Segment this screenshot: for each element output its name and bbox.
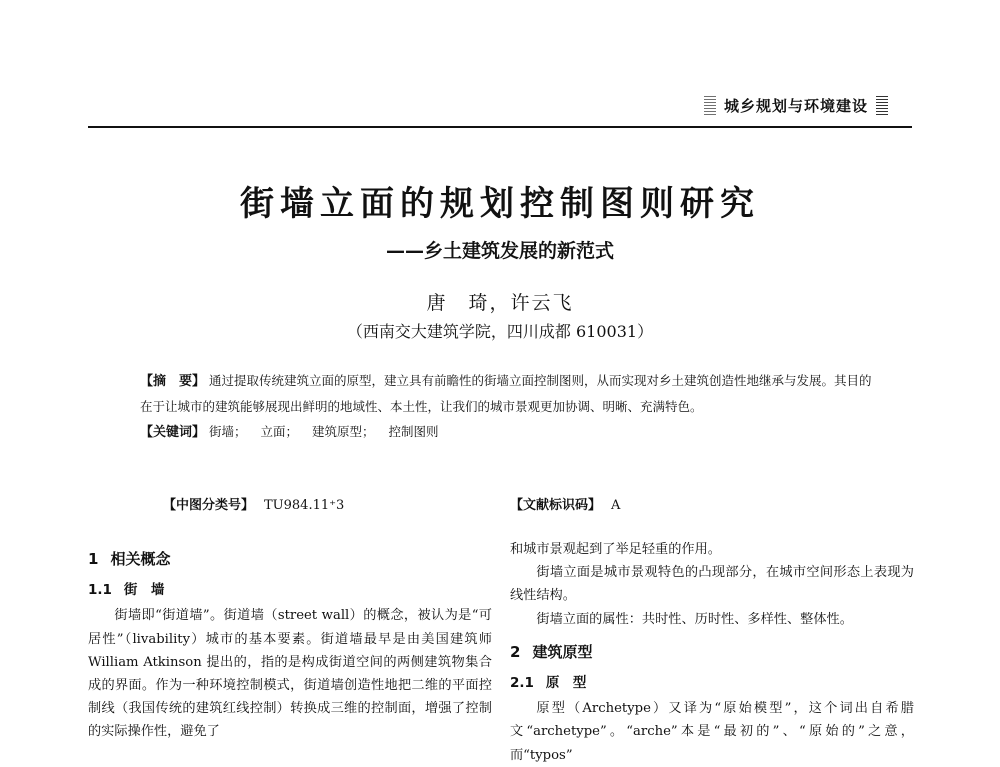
classification-label: 【中图分类号】 (163, 498, 255, 513)
document-code-label: 【文献标识码】 (510, 498, 602, 513)
section-number: 2 (510, 642, 521, 661)
classification-number (163, 494, 344, 513)
keywords-label: 【关键词】 (140, 425, 206, 440)
header-ornament-right-icon (876, 95, 888, 115)
abstract (140, 368, 880, 419)
subsection-title: 原 型 (545, 675, 587, 692)
keywords (140, 419, 880, 445)
subsection-title: 街 墙 (123, 582, 165, 599)
keyword: 街墙； (209, 424, 247, 439)
keyword: 控制图则 (388, 424, 439, 439)
affiliation: （西南交大建筑学院，四川成都 610031） (346, 322, 654, 341)
body-paragraph: 和城市景观起到了举足轻重的作用。 (510, 542, 721, 557)
keyword: 建筑原型； (312, 424, 375, 439)
body-column-left (88, 538, 492, 744)
body-paragraph: 街墙立面的属性：共时性、历时性、多样性、整体性。 (536, 611, 853, 627)
section-heading (88, 548, 492, 571)
section-title: 相关概念 (110, 550, 171, 568)
section-title: 建筑原型 (532, 642, 593, 661)
keyword: 立面； (260, 424, 299, 439)
abstract-label: 【摘 要】 (140, 374, 206, 389)
header-rule (88, 126, 912, 128)
header-ornament-left-icon (704, 95, 716, 115)
document-code-value: A (611, 498, 621, 513)
journal-section-label: 城乡规划与环境建设 (723, 97, 868, 115)
subsection-number: 2.1 (510, 675, 534, 692)
paper-title: 街墙立面的规划控制图则研究 (240, 184, 760, 224)
section-number: 1 (88, 550, 99, 568)
authors: 唐 琦，许云飞 (426, 292, 574, 314)
subsection-number: 1.1 (88, 582, 112, 599)
abstract-text: 通过提取传统建筑立面的原型，建立具有前瞻性的街墙立面控制图则，从而实现对乡土建筑创造性地继承与发展。其目的在于让城市的建筑能够展现出鲜明的地域性、本土性，让我们的城市景观更加协调、明晰、充满特色。 (140, 373, 872, 414)
body-paragraph: 原型（Archetype）又译为“原始模型”，这个词出自希腊文“archetype”。“arche”本是“最初的”、“原始的”之意，而“typos” (510, 701, 914, 763)
subsection-heading (88, 579, 492, 602)
journal-section-header (704, 95, 888, 116)
abstract-block (140, 368, 880, 445)
body-column-right (510, 538, 914, 767)
subsection-heading (510, 672, 914, 695)
body-paragraph: 街墙立面是城市景观特色的凸现部分，在城市空间形态上表现为线性结构。 (510, 565, 914, 604)
body-paragraph: 街墙即“街道墙”。街道墙（street wall）的概念，被认为是“可居性”（livability）城市的基本要素。街道墙最早是由美国建筑师 William Atkinson 提出的，指的是构成街道空间的两侧建筑物集合成的界面。作为一种环境控制模式，街道墙创造性地把二维的平面控制线（我国传统的建筑红线控制）转换成三维的控制面，增强了控制的实际操作性，避免了 (88, 608, 492, 740)
classification-value: TU984.11⁺3 (264, 498, 345, 513)
section-heading (510, 641, 914, 664)
paper-subtitle: ——乡土建筑发展的新范式 (385, 240, 614, 262)
document-code (510, 494, 620, 513)
